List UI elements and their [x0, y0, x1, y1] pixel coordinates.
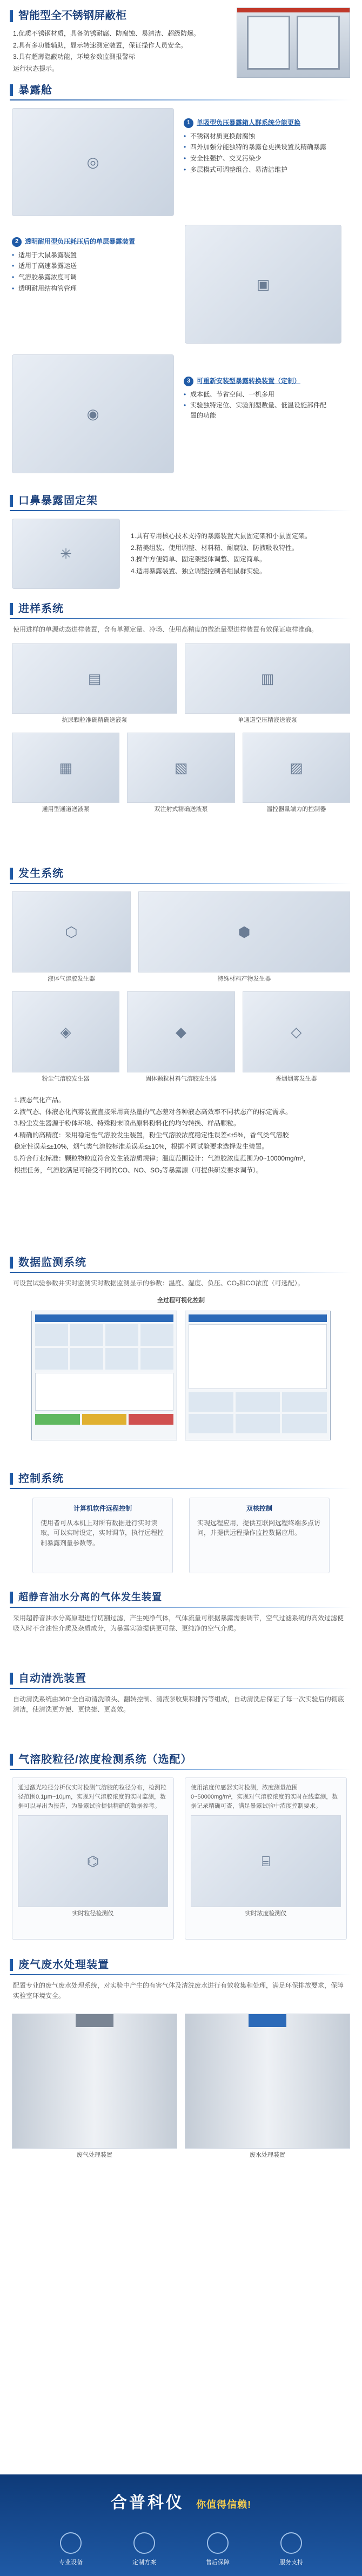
bullet: • 四外加强分能独特的暴露仓更换设置及精确暴露 [184, 142, 326, 152]
analyzer-icon: ⌸ [262, 1853, 270, 1869]
generator-item [12, 991, 119, 1086]
particle-analyzer-image [18, 1815, 168, 1907]
generator-feature: 根据任务，气溶胶满足可接受不同的CO、NO、SO₂等暴露源（可提供研发要求调节）。 [14, 1166, 263, 1174]
generator-icon: ◇ [291, 1023, 302, 1040]
generator-feature: 5.符合行业标准：颗粒物粒度符合发生液溶质规律；温度范围设计：气溶胶浓度范围为0~10000mg/m³， [14, 1155, 310, 1163]
software-screenshot-2 [185, 1311, 331, 1440]
exposure-section [0, 81, 362, 492]
waste-section [0, 1956, 362, 2258]
generator-item [243, 991, 350, 1086]
section-title: 自动清洗装置 [18, 1672, 86, 1685]
bullet: • 多层模式可调整组合、易清洁维护 [184, 165, 326, 175]
section-title: 进样系统 [18, 602, 64, 615]
inlet-section [0, 600, 362, 864]
monitor-description: 可设置试验参数并实时监测实时数据监测显示的参数：温度、湿度、负压、CO₂和CO浓度（可选配）。 [13, 1279, 304, 1287]
section-bar-icon [10, 1473, 13, 1485]
hero-feature: 1.优质不锈钢材质，具备防锈耐腐、防腐蚀、易清洁、超级防爆。 [13, 30, 200, 37]
hero-feature: 3.具有超薄隐蔽功能，环境参数监测报警标 [13, 53, 136, 61]
step-number-icon: 2 [12, 237, 22, 247]
generator-icon: ◈ [60, 1023, 71, 1040]
bullet: • 安全性强护、交叉污染少 [184, 153, 326, 164]
generator-item-label: 特殊材料产物发生器 [217, 976, 271, 982]
inlet-item [12, 733, 119, 816]
generator-item-label: 粉尘气溶胶发生器 [42, 1076, 90, 1083]
generator-image [127, 991, 234, 1072]
control-card-dual [189, 1498, 330, 1573]
waste-item-label: 废水处理装置 [250, 2152, 285, 2159]
pump-icon: ▦ [59, 759, 72, 776]
section-bar-icon [10, 603, 13, 615]
waste-description: 配置专业的废气废水处理系统，对实验中产生的有害气体及清洗废水进行有效收集和处理，满足环保排放要求，保障实验室环境安全。 [13, 1982, 344, 2000]
bullet: • 气溶胶暴露浓度可调 [12, 272, 185, 283]
footer-badge [41, 2532, 100, 2567]
footer-badge [115, 2532, 174, 2567]
section-title: 废气废水处理装置 [18, 1958, 109, 1971]
section-bar-icon [10, 1754, 13, 1766]
cabinet-image [237, 8, 350, 78]
step-number-icon: 3 [184, 377, 193, 386]
pump-icon: ▧ [174, 759, 188, 776]
generator-feature: 1.液态气化产品。 [14, 1096, 65, 1104]
badge-circle-icon [60, 2532, 82, 2554]
exposure-item-bullets [184, 390, 331, 421]
section-title: 气溶胶粒径/浓度检测系统（选配） [18, 1753, 192, 1766]
pump-icon: ▨ [290, 759, 303, 776]
inlet-item [12, 643, 177, 727]
chamber-icon: ◉ [86, 405, 99, 422]
generator-item [127, 991, 234, 1086]
section-title: 口鼻暴露固定架 [18, 494, 98, 507]
generator-item-label: 固体颗粒材料气溶胶发生器 [145, 1076, 217, 1083]
inlet-item [243, 733, 350, 816]
holder-feature: 2.精美组装、使用调整、材料精、耐腐蚀、防液吸收特性。 [131, 544, 299, 552]
aerosol-card-caption: 实时浓度检测仪 [245, 1910, 287, 1917]
generator-feature: 3.粉尘发生器源于粉体环境、特殊粉末喷出原料粉料化的均匀转换、样品颗粒。 [14, 1119, 240, 1128]
clean-description: 自动清洗系统由360°全自动清洗喷头、翻转控制、清液泵收集和排污等组成，自动清洗后保证了每一次实验后的彻底清洁，使清洗更方便、更快捷、更高效。 [13, 1695, 344, 1713]
section-bar-icon [10, 1592, 13, 1604]
waste-water-image [185, 2014, 350, 2149]
inlet-item-label: 温控器量端力的控制器 [266, 806, 326, 813]
exposure-item-title: 透明耐用型负压耗压后的单层暴露装置 [25, 238, 136, 245]
brand-footer [0, 2474, 362, 2576]
badge-circle-icon [133, 2532, 155, 2554]
aerosol-section [0, 1750, 362, 1956]
inlet-item-label: 通用型通道送液泵 [42, 806, 90, 813]
oil-description: 采用超静音油水分离原理进行切割过滤，产生纯净气体，气体流量可根据暴露需要调节，空气过滤系统的高效过滤使吸入时不含油性介质及杂质成分，为暴露实验提供更可靠、更纯净的空气介质。 [13, 1614, 344, 1632]
inlet-item [185, 643, 350, 727]
control-card-software [32, 1498, 173, 1573]
exposure-item-title: 单吸型负压暴露箱人群系统分能更换 [197, 119, 301, 126]
holder-feature: 1.具有专用核心技术支持的暴露装置大鼠固定架和小鼠固定架。 [131, 532, 312, 540]
oil-section [0, 1588, 362, 1669]
monitor-caption: 全过程可视化控制 [157, 1297, 205, 1304]
generator-section [0, 864, 362, 1253]
holder-image [12, 519, 120, 589]
generator-item [138, 891, 350, 986]
waste-item [12, 2014, 177, 2162]
footer-badge [188, 2532, 247, 2567]
holder-feature-list [120, 519, 311, 589]
section-title: 发生系统 [18, 867, 64, 880]
pump-icon: ▥ [260, 670, 274, 687]
generator-icon: ⬡ [65, 923, 78, 940]
exposure-item-title: 可重新安装型暴露转换装置（定制） [197, 377, 301, 385]
holder-icon: ✳ [60, 545, 72, 562]
pump-image [243, 733, 350, 803]
aerosol-card-caption: 实时粒径检测仪 [72, 1910, 114, 1917]
aerosol-card-particle [12, 1777, 174, 1940]
hero-feature-list [10, 29, 226, 73]
monitor-section [0, 1253, 362, 1470]
section-bar-icon [10, 1673, 13, 1685]
inlet-description: 使用进样的单源动态进样装置，含有单源定量、冷场、使用高精度的微流量型进样装置有效保证取样准确。 [13, 626, 318, 633]
generator-image [243, 991, 350, 1072]
badge-circle-icon [280, 2532, 302, 2554]
holder-feature: 3.操作方便简单、固定架整体调整、固定简单。 [131, 555, 266, 564]
generator-icon: ⬢ [238, 923, 251, 940]
control-card-text: 实现远程应用，提供互联网远程终端多点访问，并提供远程操作监控数据应用。 [197, 1519, 321, 1537]
aerosol-card-text: 通过激光粒径分析仪实时检测气溶胶的粒径分布，检测粒径范围0.1μm~10μm，实现对气溶胶浓度的实时监测，数据可以导出为报告，为暴露试验提供精确的数据参考。 [18, 1785, 166, 1810]
hero-feature: 2.具有多功能辅助，显示转速测定装置，保证操作人员安全。 [13, 41, 187, 49]
pump-icon: ▤ [88, 670, 102, 687]
badge-label: 服务支持 [279, 2559, 303, 2566]
waste-item [185, 2014, 350, 2162]
generator-image [12, 891, 131, 972]
section-bar-icon [10, 495, 13, 507]
exposure-item-bullets [184, 131, 326, 175]
hero-title: 智能型全不锈钢屏蔽柜 [18, 10, 126, 22]
pump-image [12, 733, 119, 803]
brand-slogan: 你值得信赖! [196, 2499, 252, 2510]
bullet: • 透明耐用结构管管理 [12, 284, 185, 294]
section-bar-icon [10, 868, 13, 880]
generator-item-label: 液体气溶胶发生器 [48, 976, 95, 982]
hero-section [0, 0, 362, 81]
badge-label: 专业设备 [59, 2559, 83, 2566]
badge-label: 售后保障 [206, 2559, 230, 2566]
generator-image [12, 991, 119, 1072]
section-title: 超静音油水分离的气体发生装置 [18, 1592, 162, 1603]
generator-feature-list [0, 1086, 362, 1184]
section-bar-icon [10, 1959, 13, 1971]
generator-feature: 4.精确的高精度：采用稳定性气溶胶发生装置，粉尘气溶胶浓度稳定性误差≤±5%，香气类气溶胶 [14, 1131, 289, 1139]
bullet: • 适用于大鼠暴露装置 [12, 250, 185, 260]
control-card-text: 使用者可从本机上对所有数据进行实时读取，可以实时设定，实时调节，执行远程控制暴露剂量参数等。 [41, 1519, 164, 1547]
aerosol-card-text: 使用浓度传感器实时检测，浓度测量范围0~50000mg/m³，实现对气溶胶浓度的实时在线监测，数据记录精确可查，满足暴露试验中浓度控制要求。 [191, 1785, 338, 1810]
bullet: • 成本低、节省空间、一机多用 [184, 390, 331, 400]
generator-image [138, 891, 350, 972]
generator-icon: ◆ [175, 1023, 186, 1040]
pump-image [12, 643, 177, 714]
inlet-item-label: 单通道空压精液送液泵 [238, 716, 297, 723]
software-screenshot-1 [31, 1311, 177, 1440]
exposure-chamber-image-2 [185, 225, 341, 344]
section-bar-icon [10, 1257, 13, 1269]
waste-item-label: 废气处理装置 [77, 2152, 112, 2159]
section-title: 控制系统 [18, 1472, 64, 1485]
step-number-icon: 1 [184, 118, 193, 128]
exposure-chamber-image-1 [12, 108, 174, 216]
generator-item-label: 香烟烟雾发生器 [275, 1076, 317, 1083]
inlet-item-label: 抗尿颗粒准确精确送液泵 [62, 716, 128, 723]
bullet: • 不锈钢材质更换耐腐蚀 [184, 131, 326, 142]
bullet: • 实验独特定位、实验剂型数量、低温设施部件配置的功能 [184, 400, 331, 420]
control-card-title: 双核控制 [246, 1505, 272, 1512]
inlet-item [127, 733, 234, 816]
waste-gas-image [12, 2014, 177, 2149]
pump-image [127, 733, 234, 803]
holder-feature: 4.适用暴露装置、独立调整控制各组鼠群实验。 [131, 567, 266, 575]
chamber-icon: ◎ [86, 153, 99, 170]
control-section [0, 1470, 362, 1588]
section-title: 数据监测系统 [18, 1256, 86, 1269]
generator-item [12, 891, 131, 986]
concentration-analyzer-image [191, 1815, 341, 1907]
mouth-nose-section [0, 492, 362, 600]
footer-badge [262, 2532, 321, 2567]
hero-feature: 运行状态提示。 [13, 64, 59, 72]
brand-name: 合普科仪 [110, 2494, 184, 2512]
generator-feature: 稳定性误差≤±10%，烟气类气溶胶标准差误差≤±10%，根据不同试验要求选择发生装置。 [14, 1143, 269, 1151]
section-title: 暴露舱 [18, 84, 52, 96]
inlet-item-label: 双注射式精确送液泵 [154, 806, 208, 813]
generator-feature: 2.液气态、体液态化汽雾装置直接采用高热量的气态差对各种液态高效率不同状态产的标定需求。 [14, 1108, 292, 1116]
analyzer-icon: ⌬ [86, 1853, 99, 1869]
clean-section [0, 1669, 362, 1750]
control-card-title: 计算机软件远程控制 [73, 1505, 132, 1512]
badge-circle-icon [207, 2532, 229, 2554]
section-bar-icon [10, 84, 13, 96]
bullet: • 适用于高速暴露运送 [12, 261, 185, 271]
exposure-chamber-image-3 [12, 354, 174, 473]
badge-label: 定制方案 [132, 2559, 156, 2566]
chamber-icon: ▣ [256, 276, 270, 292]
pump-image [185, 643, 350, 714]
aerosol-card-concentration [185, 1777, 347, 1940]
title-bar-icon [10, 10, 13, 22]
exposure-item-bullets [12, 250, 185, 293]
